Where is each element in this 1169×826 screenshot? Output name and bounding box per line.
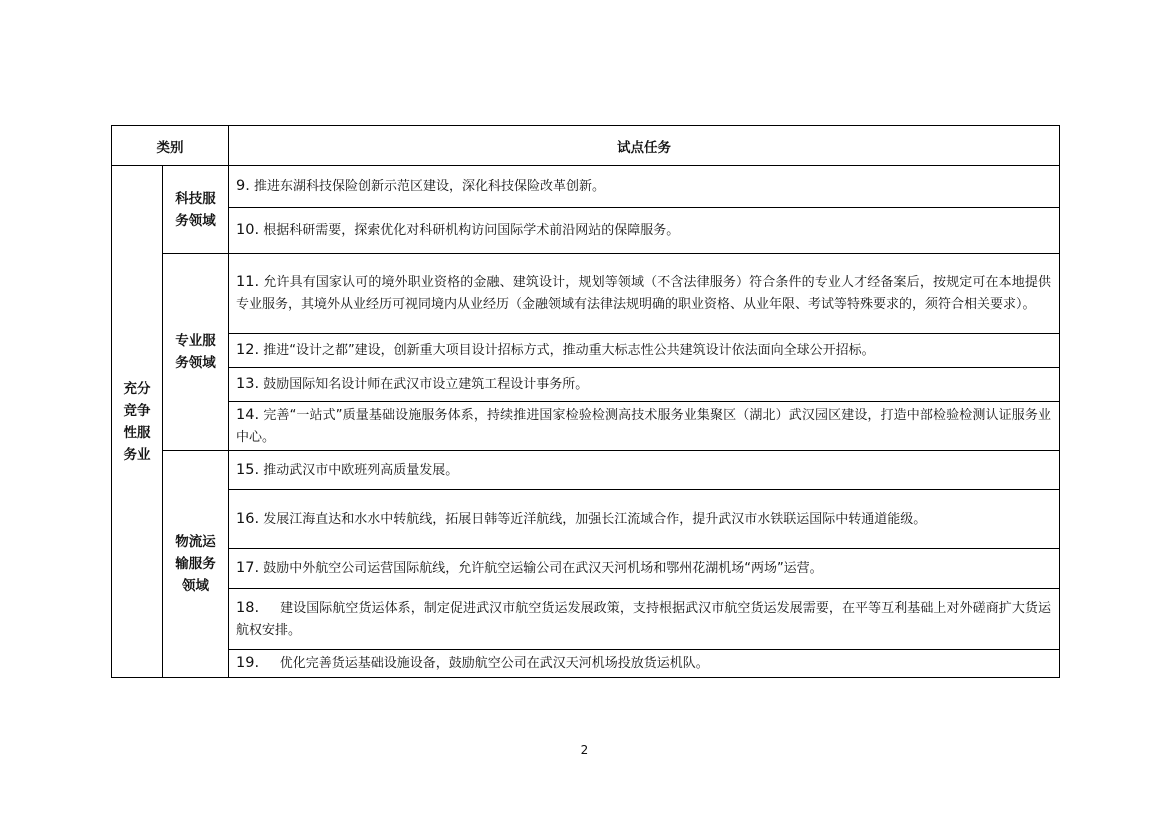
- task-number: 9.: [236, 178, 250, 194]
- table-row: [112, 549, 1060, 589]
- task-text: 根据科研需要，探索优化对科研机构访问国际学术前沿网站的保障服务。: [263, 223, 680, 238]
- table-row: [112, 166, 1060, 208]
- task-text: 鼓励中外航空公司运营国际航线，允许航空运输公司在武汉天河机场和鄂州花湖机场“两场”运营。: [263, 561, 823, 576]
- page-number: 2: [580, 743, 589, 757]
- task-cell: [229, 368, 1060, 402]
- task-cell: [229, 334, 1060, 368]
- table-row: [112, 650, 1060, 678]
- table-row: [112, 451, 1060, 490]
- subcategory-line: 物流运: [175, 534, 216, 550]
- table-row: [112, 334, 1060, 368]
- task-text: 允许具有国家认可的境外职业资格的金融、建筑设计，规划等领域（不含法律服务）符合条件的专业人才经备案后，按规定可在本地提供专业服务，其境外从业经历可视同境内从业经历（金融领域有法律法规明确的职业资格、从业年限、考试等特殊要求的，须符合相关要求）。: [236, 275, 1051, 312]
- task-cell: [229, 166, 1060, 208]
- table-row: [112, 208, 1060, 254]
- task-cell: [229, 451, 1060, 490]
- table-row: [112, 490, 1060, 549]
- task-number: 11.: [236, 274, 260, 290]
- subcategory-line: 务领域: [175, 355, 216, 371]
- subcategory-line: 输服务: [175, 556, 216, 572]
- task-number: 19.: [236, 655, 260, 671]
- header-category: 类别: [112, 126, 229, 166]
- main-category-cell: [112, 166, 163, 678]
- subcategory-line: 领域: [182, 578, 209, 594]
- task-text: 推动武汉市中欧班列高质量发展。: [263, 462, 459, 478]
- task-number: 13.: [236, 376, 260, 392]
- main-category-line: 性服: [123, 424, 151, 441]
- task-number: 10.: [236, 222, 260, 238]
- task-text: 完善“一站式”质量基础设施服务体系，持续推进国家检验检测高技术服务业集聚区（湖北）武汉园区建设，打造中部检验检测认证服务业中心。: [236, 407, 1051, 445]
- task-number: 17.: [236, 560, 260, 576]
- subcategory-line: 科技服: [175, 190, 216, 207]
- main-category-line: 充分: [123, 380, 151, 397]
- pilot-task-table: [111, 125, 1060, 678]
- task-text: 鼓励国际知名设计师在武汉市设立建筑工程设计事务所。: [263, 377, 589, 392]
- task-text: 优化完善货运基础设施设备，鼓励航空公司在武汉天河机场投放货运机队。: [279, 656, 709, 671]
- task-cell: [229, 402, 1060, 451]
- task-number: 14.: [236, 406, 260, 423]
- subcategory-cell: [163, 254, 229, 451]
- task-cell: [229, 208, 1060, 254]
- task-number: 12.: [236, 342, 260, 358]
- task-text: 建设国际航空货运体系，制定促进武汉市航空货运发展政策，支持根据武汉市航空货运发展需要，在平等互利基础上对外磋商扩大货运航权安排。: [236, 600, 1051, 638]
- table-row: [112, 254, 1060, 334]
- table-header-row: [112, 126, 1060, 166]
- main-category-line: 务业: [123, 446, 151, 463]
- subcategory-cell: [163, 451, 229, 678]
- task-cell: [229, 549, 1060, 589]
- task-text: 推进东湖科技保险创新示范区建设，深化科技保险改革创新。: [253, 179, 605, 194]
- task-text: 发展江海直达和水水中转航线，拓展日韩等近洋航线，加强长江流域合作，提升武汉市水铁联运国际中转通道能级。: [263, 511, 927, 527]
- header-task: 试点任务: [229, 126, 1060, 166]
- task-text: 推进“设计之都”建设，创新重大项目设计招标方式，推动重大标志性公共建筑设计依法面向全球公开招标。: [263, 343, 875, 358]
- task-cell: [229, 254, 1060, 334]
- main-category-line: 竞争: [123, 402, 151, 419]
- subcategory-line: 专业服: [175, 333, 216, 349]
- task-cell: [229, 490, 1060, 549]
- subcategory-line: 务领域: [175, 212, 216, 229]
- task-cell: [229, 650, 1060, 678]
- task-cell: [229, 589, 1060, 650]
- task-number: 18.: [236, 599, 260, 616]
- table-row: [112, 589, 1060, 650]
- task-number: 15.: [236, 461, 260, 478]
- table-row: [112, 402, 1060, 451]
- subcategory-cell: [163, 166, 229, 254]
- table-row: [112, 368, 1060, 402]
- task-number: 16.: [236, 510, 260, 527]
